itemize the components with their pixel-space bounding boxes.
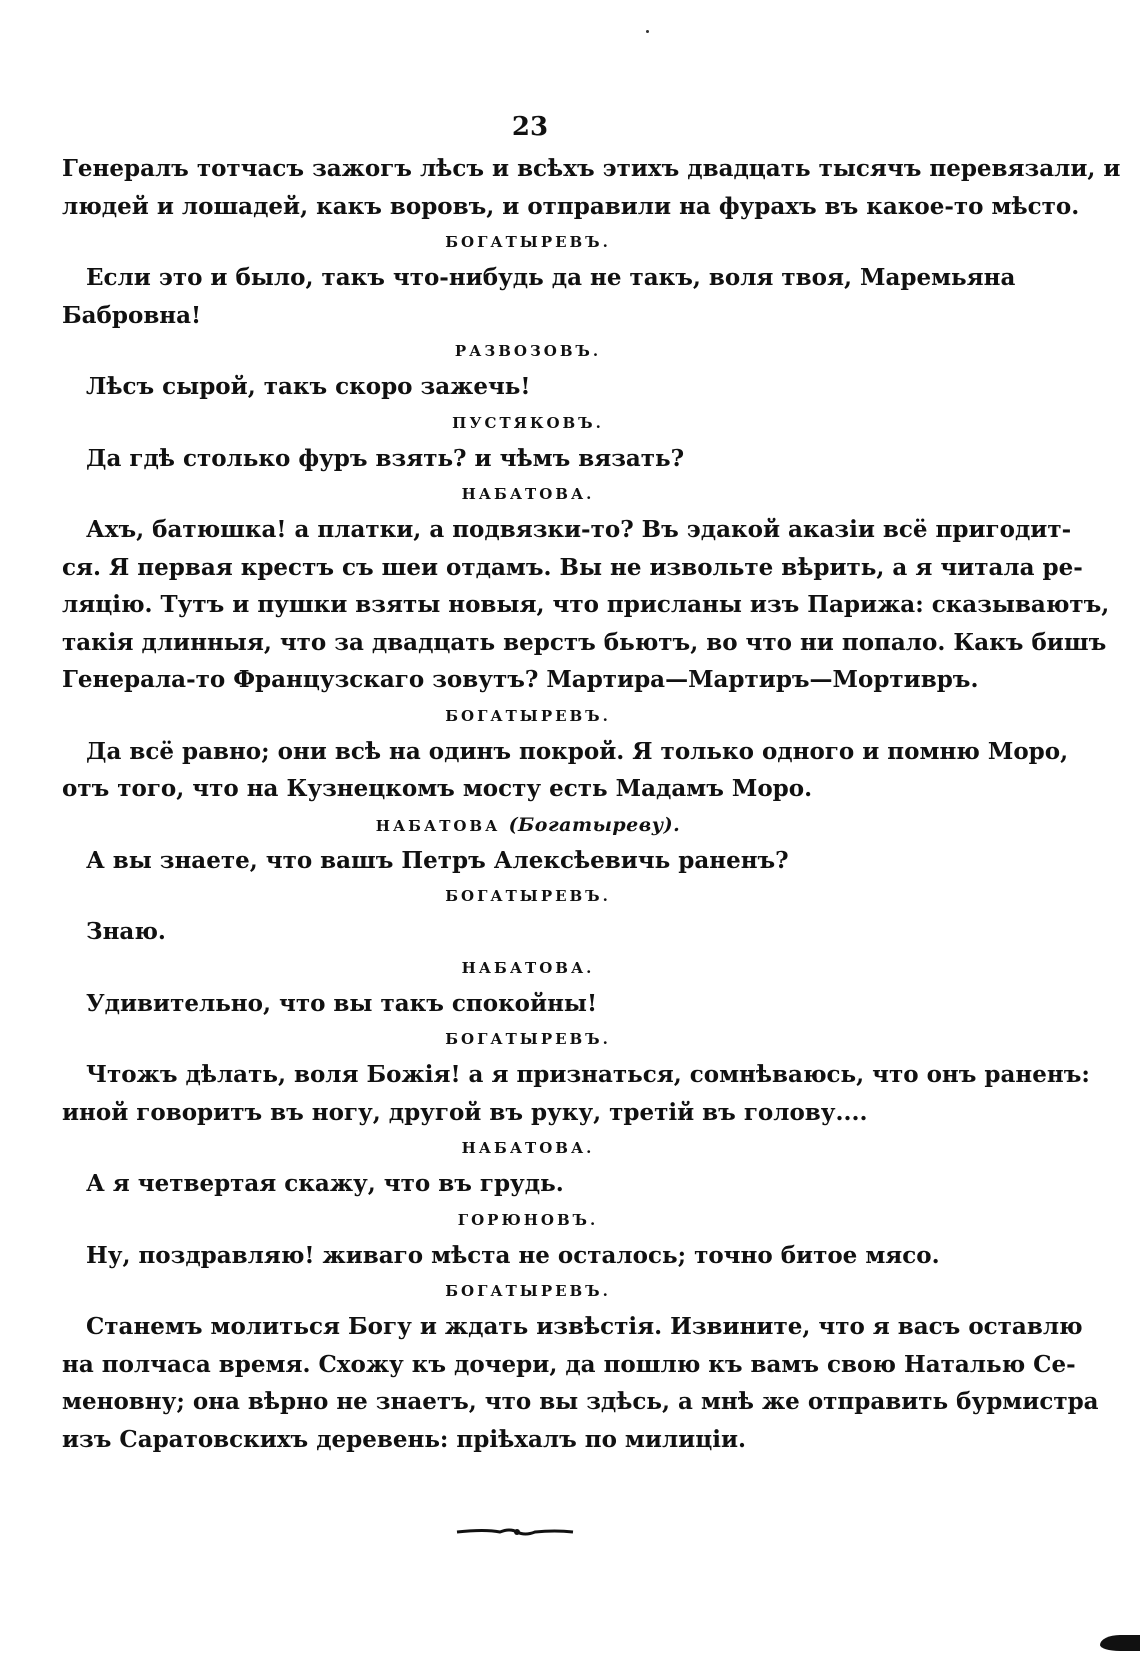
speaker-label: ГОРЮНОВЪ. <box>457 1210 599 1229</box>
speaker-label: НАБАТОВА <box>375 816 501 835</box>
text-line: Удивительно, что вы такъ спокойны! <box>86 989 598 1017</box>
speaker-label: БОГАТЫРЕВЪ. <box>445 1282 611 1300</box>
speaker-name <box>62 334 994 368</box>
speaker-name <box>62 1203 994 1237</box>
ink-speck <box>646 30 649 33</box>
speech-paragraph <box>62 733 1069 808</box>
text-line: иной говоритъ въ ногу, другой въ руку, третій въ голову.... <box>62 1098 868 1126</box>
text-line: А вы знаете, что вашъ Петръ Алексѣевичь раненъ? <box>86 846 789 874</box>
speech-paragraph <box>62 440 994 478</box>
speaker-name <box>62 477 994 511</box>
speech-paragraph <box>62 1308 1099 1458</box>
edge-smudge <box>1100 1635 1140 1651</box>
text-line: отъ того, что на Кузнецкомъ мосту есть Мадамъ Моро. <box>62 775 813 802</box>
text-line: Чтожъ дѣлать, воля Божія! а я признаться, сомнѣваюсь, что онъ раненъ: <box>86 1061 1090 1088</box>
text-line: Знаю. <box>86 918 166 945</box>
stage-direction: (Богатыреву). <box>508 813 681 836</box>
speaker-name <box>62 879 994 913</box>
text-line: ся. Я первая крестъ съ шеи отдамъ. Вы не извольте вѣрить, а я читала ре- <box>62 553 1083 581</box>
speaker-name <box>62 699 994 733</box>
speech-paragraph <box>62 150 1121 225</box>
page-number: 23 <box>511 112 549 142</box>
text-line: Лѣсъ сырой, такъ скоро зажечь! <box>86 373 531 400</box>
text-line: А я четвертая скажу, что въ грудь. <box>86 1170 564 1197</box>
text-line: Ахъ, батюшка! а платки, а подвязки-то? Въ эдакой аказіи всё пригодит- <box>86 516 1072 543</box>
text-line: Генералъ тотчасъ зажогъ лѣсъ и всѣхъ этихъ двадцать тысячъ перевязали, и <box>62 155 1121 182</box>
speech-paragraph <box>62 1237 994 1275</box>
text-line: Да гдѣ столько фуръ взять? и чѣмъ вязать? <box>86 444 685 472</box>
play-text <box>62 150 1121 1458</box>
speaker-label: НАБАТОВА. <box>461 485 595 503</box>
speaker-name <box>62 951 994 985</box>
text-line: Ну, поздравляю! живаго мѣста не осталось; точно битое мясо. <box>86 1241 940 1269</box>
speaker-name <box>62 1131 994 1165</box>
speech-paragraph <box>62 842 994 880</box>
speech-paragraph <box>62 913 994 951</box>
speaker-name <box>62 1274 994 1308</box>
speaker-label: БОГАТЫРЕВЪ. <box>445 233 611 251</box>
speech-paragraph <box>62 511 1110 699</box>
end-ornament <box>455 1527 575 1537</box>
speaker-label: НАБАТОВА. <box>461 958 595 977</box>
speech-paragraph <box>62 985 994 1023</box>
speech-paragraph <box>62 1165 994 1203</box>
speaker-name <box>62 808 994 842</box>
text-line: на полчаса время. Схожу къ дочери, да пошлю къ вамъ свою Наталью Се- <box>62 1350 1076 1378</box>
text-line: меновну; она вѣрно не знаетъ, что вы здѣсь, а мнѣ же отправить бурмистра <box>62 1388 1099 1415</box>
text-line: Если это и было, такъ что-нибудь да не такъ, воля твоя, Маремьяна <box>86 264 1016 291</box>
speaker-name <box>62 406 994 440</box>
text-line: ляцію. Тутъ и пушки взяты новыя, что присланы изъ Парижа: сказываютъ, <box>62 591 1110 618</box>
speech-paragraph <box>62 259 1016 334</box>
text-line: Станемъ молиться Богу и ждать извѣстія. Извините, что я васъ оставлю <box>86 1313 1083 1340</box>
text-line: такія длинныя, что за двадцать верстъ бьютъ, во что ни попало. Какъ бишъ <box>62 628 1107 656</box>
speaker-label: ПУСТЯКОВЪ. <box>452 413 604 432</box>
speech-paragraph <box>62 1056 1090 1131</box>
speaker-label: НАБАТОВА. <box>461 1139 595 1157</box>
speaker-label: БОГАТЫРЕВЪ. <box>445 706 611 725</box>
text-line: изъ Саратовскихъ деревень: пріѣхалъ по милиціи. <box>62 1425 747 1453</box>
speaker-name <box>62 225 994 259</box>
text-line: Да всё равно; они всѣ на одинъ покрой. Я только одного и помню Моро, <box>86 737 1069 765</box>
text-line: людей и лошадей, какъ воровъ, и отправили на фурахъ въ какое-то мѣсто. <box>62 192 1080 220</box>
speaker-label: БОГАТЫРЕВЪ. <box>445 887 611 905</box>
speaker-label: БОГАТЫРЕВЪ. <box>445 1030 611 1048</box>
speaker-label: РАЗВОЗОВЪ. <box>454 342 602 360</box>
text-line: Бабровна! <box>62 301 202 329</box>
speech-paragraph <box>62 368 994 406</box>
text-line: Генерала-то Французскаго зовутъ? Мартира—Мартиръ—Мортивръ. <box>62 666 979 693</box>
speaker-name <box>62 1022 994 1056</box>
